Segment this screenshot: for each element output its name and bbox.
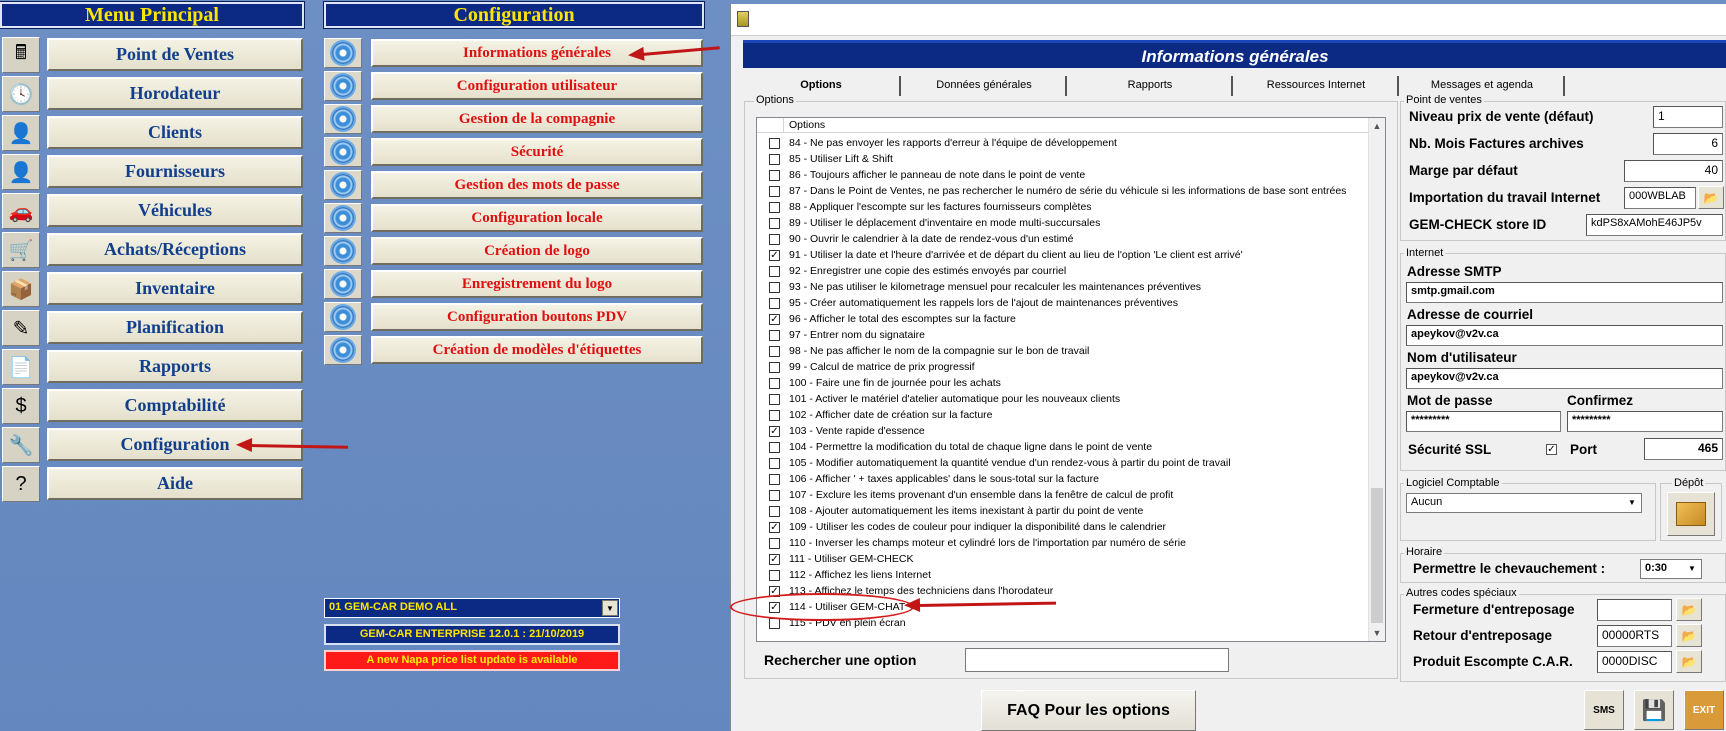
default-margin-label: Marge par défaut — [1409, 163, 1518, 178]
option-row[interactable] — [757, 263, 1369, 279]
option-checkbox[interactable] — [769, 378, 780, 389]
menu-button-7[interactable]: Planification — [47, 311, 303, 344]
option-row[interactable] — [757, 279, 1369, 295]
schedule-group-label: Horaire — [1406, 546, 1443, 558]
faq-options-button[interactable]: FAQ Pour les options — [981, 690, 1196, 731]
option-label: 105 - Modifier automatiquement la quantité vendue d'un rendez-vous à partir du point de travail — [789, 457, 1231, 469]
accounting-software-value: Aucun — [1411, 496, 1443, 508]
price-level-input[interactable]: 1 — [1653, 106, 1723, 128]
config-button-5[interactable]: Configuration locale — [371, 204, 703, 232]
internet-import-input[interactable]: 000WBLAB — [1624, 187, 1696, 209]
menu-row-11[interactable] — [0, 465, 304, 502]
menu-row-1[interactable] — [0, 75, 304, 112]
option-row[interactable] — [757, 215, 1369, 231]
option-label: 108 - Ajouter automatiquement les items inexistant à partir du point de vente — [789, 505, 1144, 517]
option-label: 93 - Ne pas utiliser le kilometrage mensuel pour recalculer les maintenances préventives — [789, 281, 1202, 293]
option-checkbox[interactable]: ✓ — [770, 522, 779, 533]
option-label: 95 - Créer automatiquement les rappels lors de l'ajout de maintenances préventives — [789, 297, 1178, 309]
menu-button-3[interactable]: Fournisseurs — [47, 155, 303, 188]
email-label: Adresse de courriel — [1407, 307, 1534, 322]
option-checkbox[interactable] — [769, 618, 780, 629]
storage-close-label: Fermeture d'entreposage — [1413, 602, 1575, 617]
storage-close-browse-button[interactable]: 📂 — [1676, 598, 1702, 621]
option-checkbox[interactable]: ✓ — [770, 426, 779, 437]
password-input[interactable]: ********* — [1406, 411, 1561, 432]
option-row[interactable] — [757, 487, 1369, 503]
floppy-icon: 💾 — [1641, 699, 1667, 722]
option-checkbox[interactable] — [769, 202, 780, 213]
company-select[interactable] — [324, 598, 620, 618]
option-label: 91 - Utiliser la date et l'heure d'arrivée et de départ du client au lieu de l'option 'Le client est arrivé' — [789, 249, 1243, 261]
report-icon[interactable]: 📄 — [2, 349, 40, 385]
option-row[interactable] — [757, 199, 1369, 215]
option-checkbox[interactable] — [769, 442, 780, 453]
option-checkbox[interactable] — [769, 234, 780, 245]
menu-button-9[interactable]: Comptabilité — [47, 389, 303, 422]
option-label: 110 - Inverser les champs moteur et cylindré lors de l'importation par numéro de série — [789, 537, 1186, 549]
gear-icon[interactable] — [324, 71, 362, 101]
port-label: Port — [1570, 442, 1597, 457]
scroll-thumb[interactable] — [1371, 488, 1383, 623]
storage-return-input[interactable]: 00000RTS — [1597, 625, 1672, 647]
option-label: 109 - Utiliser les codes de couleur pour indiquer la disponibilité dans le calendrier — [789, 521, 1167, 533]
option-checkbox[interactable] — [769, 154, 780, 165]
option-checkbox[interactable] — [769, 506, 780, 517]
option-row[interactable] — [757, 471, 1369, 487]
option-label: 88 - Appliquer l'escompte sur les factures fournisseurs complètes — [789, 201, 1092, 213]
option-checkbox[interactable] — [769, 266, 780, 277]
option-row[interactable] — [757, 151, 1369, 167]
option-checkbox[interactable] — [769, 298, 780, 309]
tab-rapports[interactable]: Rapports — [1069, 76, 1233, 96]
option-label: 104 - Permettre la modification du total de chaque ligne dans le point de vente — [789, 441, 1153, 453]
overlap-label: Permettre le chevauchement : — [1413, 561, 1606, 576]
config-row-4[interactable] — [324, 170, 704, 201]
option-checkbox[interactable]: ✓ — [770, 602, 779, 613]
menu-row-7[interactable] — [0, 309, 304, 346]
option-checkbox[interactable] — [769, 330, 780, 341]
port-input[interactable]: 465 — [1644, 438, 1723, 460]
menu-button-2[interactable]: Clients — [47, 116, 303, 149]
menu-button-11[interactable]: Aide — [47, 467, 303, 500]
smtp-label: Adresse SMTP — [1407, 264, 1502, 279]
menu-button-4[interactable]: Véhicules — [47, 194, 303, 227]
tab-ressources-internet[interactable]: Ressources Internet — [1235, 76, 1399, 96]
gear-icon[interactable] — [324, 203, 362, 233]
client-icon[interactable]: 👤 — [2, 115, 40, 151]
option-row[interactable] — [757, 247, 1369, 263]
config-row-1[interactable] — [324, 71, 704, 102]
tools-icon[interactable]: 🔧 — [2, 427, 40, 463]
option-checkbox[interactable]: ✓ — [770, 586, 779, 597]
option-checkbox[interactable]: ✓ — [770, 554, 779, 565]
gear-icon[interactable] — [324, 302, 362, 332]
car-icon[interactable]: 🚗 — [2, 193, 40, 229]
dollar-icon[interactable]: $ — [2, 388, 40, 424]
option-row[interactable] — [757, 503, 1369, 519]
option-label: 98 - Ne pas afficher le nom de la compagnie sur le bon de travail — [789, 345, 1090, 357]
tab-messages-agenda[interactable]: Messages et agenda — [1401, 76, 1565, 96]
config-button-1[interactable]: Configuration utilisateur — [371, 72, 703, 100]
sms-button[interactable] — [1584, 690, 1624, 730]
annotation-circle-gem-chat — [730, 593, 914, 621]
option-checkbox[interactable] — [769, 474, 780, 485]
pdv-group-label: Point de ventes — [1406, 94, 1482, 106]
option-checkbox[interactable] — [769, 282, 780, 293]
config-row-9[interactable] — [324, 335, 704, 366]
config-button-2[interactable]: Gestion de la compagnie — [371, 105, 703, 133]
option-row[interactable] — [757, 567, 1369, 583]
dialog-titlebar — [731, 4, 1726, 36]
option-checkbox[interactable] — [769, 570, 780, 581]
company-select-value: 01 GEM-CAR DEMO ALL — [329, 601, 457, 613]
menu-row-6[interactable] — [0, 270, 304, 307]
internet-group-label: Internet — [1406, 247, 1444, 259]
option-row[interactable] — [757, 439, 1369, 455]
tab-donnees-generales[interactable]: Données générales — [903, 76, 1067, 96]
option-checkbox[interactable] — [769, 170, 780, 181]
option-row[interactable] — [757, 327, 1369, 343]
option-row[interactable] — [757, 167, 1369, 183]
gem-check-store-input[interactable]: kdPS8xAMohE46JP5v — [1586, 214, 1723, 236]
option-checkbox[interactable] — [769, 410, 780, 421]
gear-icon[interactable] — [324, 236, 362, 266]
option-row[interactable] — [757, 343, 1369, 359]
option-row[interactable] — [757, 231, 1369, 247]
cart-icon[interactable]: 🛒 — [2, 232, 40, 268]
menu-row-2[interactable] — [0, 114, 304, 151]
option-row[interactable] — [757, 183, 1369, 199]
option-label: 89 - Utiliser le déplacement d'inventaire en mode multi-succursales — [789, 217, 1101, 229]
confirm-password-input[interactable]: ********* — [1567, 411, 1723, 432]
menu-button-5[interactable]: Achats/Réceptions — [47, 233, 303, 266]
option-row[interactable] — [757, 295, 1369, 311]
option-checkbox[interactable] — [769, 490, 780, 501]
option-label: 103 - Vente rapide d'essence — [789, 425, 925, 437]
exit-icon: EXIT — [1692, 704, 1716, 716]
config-row-6[interactable] — [324, 236, 704, 267]
gear-icon[interactable] — [324, 137, 362, 167]
menu-row-8[interactable] — [0, 348, 304, 385]
archive-months-input[interactable]: 6 — [1653, 133, 1723, 155]
sms-icon: SMS — [1593, 704, 1615, 716]
menu-button-0[interactable]: Point de Ventes — [47, 38, 303, 71]
option-label: 115 - PDV en plein écran — [789, 617, 906, 629]
option-checkbox[interactable] — [769, 362, 780, 373]
exit-button[interactable] — [1684, 690, 1724, 730]
option-checkbox[interactable] — [769, 458, 780, 469]
option-label: 87 - Dans le Point de Ventes, ne pas rechercher le numéro de série du véhicule si les informations de base sont entrées — [789, 185, 1347, 197]
storage-close-input[interactable] — [1597, 599, 1672, 621]
default-margin-input[interactable]: 40 — [1624, 160, 1723, 182]
accounting-group-label: Logiciel Comptable — [1406, 477, 1500, 489]
option-row[interactable] — [757, 455, 1369, 471]
config-button-7[interactable]: Enregistrement du logo — [371, 270, 703, 298]
chevron-down-icon[interactable]: ▼ — [602, 600, 618, 616]
config-row-2[interactable] — [324, 104, 704, 135]
option-label: 99 - Calcul de matrice de prix progressif — [789, 361, 975, 373]
overlap-value: 0:30 — [1645, 562, 1668, 574]
version-label: GEM-CAR ENTERPRISE 12.0.1 : 21/10/2019 — [324, 624, 620, 645]
dialog-header: Informations générales — [743, 40, 1726, 68]
option-row[interactable] — [757, 391, 1369, 407]
special-codes-group-label: Autres codes spéciaux — [1406, 587, 1517, 599]
menu-row-0[interactable] — [0, 36, 304, 73]
config-row-3[interactable] — [324, 137, 704, 168]
option-label: 90 - Ouvrir le calendrier à la date de rendez-vous d'un estimé — [789, 233, 1074, 245]
gem-check-store-label: GEM-CHECK store ID — [1409, 217, 1547, 232]
option-label: 113 - Affichez le temps des techniciens dans l'horodateur — [789, 585, 1054, 597]
options-list[interactable] — [756, 117, 1386, 642]
storage-return-browse-button[interactable]: 📂 — [1676, 624, 1702, 647]
option-label: 106 - Afficher ' + taxes applicables' dans le sous-total sur la facture — [789, 473, 1099, 485]
depot-button[interactable] — [1667, 492, 1715, 536]
option-label: 112 - Affichez les liens Internet — [789, 569, 932, 581]
accounting-software-select[interactable] — [1406, 493, 1642, 513]
username-label: Nom d'utilisateur — [1407, 350, 1517, 365]
gear-icon[interactable] — [324, 104, 362, 134]
internet-import-label: Importation du travail Internet — [1409, 190, 1601, 205]
overlap-select[interactable] — [1640, 559, 1702, 579]
option-row[interactable] — [757, 135, 1369, 151]
confirm-label: Confirmez — [1567, 393, 1634, 408]
tab-bar — [743, 76, 1726, 96]
menu-row-9[interactable] — [0, 387, 304, 424]
option-label: 111 - Utiliser GEM-CHECK — [789, 553, 914, 565]
option-label: 101 - Activer le matériel d'atelier automatique pour les nouveaux clients — [789, 393, 1121, 405]
option-checkbox[interactable] — [769, 346, 780, 357]
discount-product-browse-button[interactable]: 📂 — [1676, 650, 1702, 673]
option-checkbox[interactable] — [769, 538, 780, 549]
options-group-label: Options — [756, 94, 794, 106]
napa-update-notice[interactable]: A new Napa price list update is available — [324, 650, 620, 671]
option-row[interactable] — [757, 535, 1369, 551]
depot-group-label: Dépôt — [1674, 477, 1704, 489]
search-option-label: Rechercher une option — [764, 652, 917, 668]
chevron-down-icon[interactable]: ▼ — [1688, 564, 1696, 573]
config-button-6[interactable]: Création de logo — [371, 237, 703, 265]
option-row[interactable] — [757, 551, 1369, 567]
gear-icon[interactable] — [324, 335, 362, 365]
password-label: Mot de passe — [1407, 393, 1493, 408]
box-icon — [1676, 502, 1706, 526]
option-label: 92 - Enregistrer une copie des estimés envoyés par courriel — [789, 265, 1067, 277]
save-button[interactable] — [1634, 690, 1674, 730]
option-label: 114 - Utiliser GEM-CHAT — [789, 601, 906, 613]
app-icon — [737, 11, 749, 27]
option-label: 96 - Afficher le total des escomptes sur la facture — [789, 313, 1016, 325]
gear-icon[interactable] — [324, 269, 362, 299]
chevron-down-icon[interactable]: ▼ — [1628, 498, 1636, 507]
option-row[interactable] — [757, 423, 1369, 439]
supplier-icon[interactable]: 👤 — [2, 154, 40, 190]
clock-icon[interactable]: 🕓 — [2, 76, 40, 112]
cash-register-icon[interactable]: 🖩 — [2, 37, 40, 73]
config-button-4[interactable]: Gestion des mots de passe — [371, 171, 703, 199]
archive-months-label: Nb. Mois Factures archives — [1409, 136, 1584, 151]
option-label: 84 - Ne pas envoyer les rapports d'erreur à l'équipe de développement — [789, 137, 1117, 149]
option-label: 107 - Exclure les items provenant d'un ensemble dans la fenêtre de calcul de profit — [789, 489, 1174, 501]
config-button-3[interactable]: Sécurité — [371, 138, 703, 166]
options-list-header: Options — [757, 118, 1369, 133]
option-row[interactable] — [757, 519, 1369, 535]
search-option-input[interactable] — [965, 648, 1229, 672]
option-row[interactable] — [757, 311, 1369, 327]
scroll-up-icon[interactable]: ▲ — [1372, 121, 1382, 131]
username-input[interactable]: apeykov@v2v.ca — [1406, 368, 1723, 389]
option-label: 86 - Toujours afficher le panneau de note dans le point de vente — [789, 169, 1086, 181]
option-checkbox[interactable] — [769, 394, 780, 405]
config-button-9[interactable]: Création de modèles d'étiquettes — [371, 336, 703, 364]
menu-row-4[interactable] — [0, 192, 304, 229]
option-checkbox[interactable] — [769, 186, 780, 197]
menu-row-3[interactable] — [0, 153, 304, 190]
scroll-down-icon[interactable]: ▼ — [1372, 628, 1382, 638]
options-scrollbar[interactable] — [1368, 118, 1385, 641]
inventory-icon[interactable]: 📦 — [2, 271, 40, 307]
discount-product-label: Produit Escompte C.A.R. — [1413, 654, 1573, 669]
ssl-checkbox[interactable]: ✓ — [1547, 444, 1556, 455]
config-button-0[interactable]: Informations générales — [371, 39, 703, 67]
config-row-7[interactable] — [324, 269, 704, 300]
menu-principal-title: Menu Principal — [0, 2, 304, 28]
option-row[interactable] — [757, 359, 1369, 375]
option-label: 97 - Entrer nom du signataire — [789, 329, 925, 341]
storage-return-label: Retour d'entreposage — [1413, 628, 1552, 643]
ssl-label: Sécurité SSL — [1408, 442, 1492, 457]
option-row[interactable] — [757, 407, 1369, 423]
menu-button-1[interactable]: Horodateur — [47, 77, 303, 110]
gear-icon[interactable] — [324, 38, 362, 68]
option-checkbox[interactable] — [769, 218, 780, 229]
menu-button-6[interactable]: Inventaire — [47, 272, 303, 305]
option-checkbox[interactable]: ✓ — [770, 314, 779, 325]
config-row-5[interactable] — [324, 203, 704, 234]
option-checkbox[interactable] — [769, 138, 780, 149]
price-level-label: Niveau prix de vente (défaut) — [1409, 109, 1594, 124]
planning-icon[interactable]: ✎ — [2, 310, 40, 346]
config-button-8[interactable]: Configuration boutons PDV — [371, 303, 703, 331]
smtp-input[interactable]: smtp.gmail.com — [1406, 282, 1723, 303]
option-row[interactable] — [757, 375, 1369, 391]
configuration-title: Configuration — [324, 2, 704, 28]
option-label: 100 - Faire une fin de journée pour les achats — [789, 377, 1001, 389]
help-icon[interactable]: ? — [2, 466, 40, 502]
config-row-8[interactable] — [324, 302, 704, 333]
email-input[interactable]: apeykov@v2v.ca — [1406, 325, 1723, 346]
menu-row-5[interactable] — [0, 231, 304, 268]
option-checkbox[interactable]: ✓ — [770, 250, 779, 261]
menu-button-8[interactable]: Rapports — [47, 350, 303, 383]
discount-product-input[interactable]: 0000DISC — [1597, 651, 1672, 673]
gear-icon[interactable] — [324, 170, 362, 200]
option-label: 85 - Utiliser Lift & Shift — [789, 153, 893, 165]
internet-import-browse-button[interactable]: 📂 — [1698, 186, 1724, 209]
option-label: 102 - Afficher date de création sur la facture — [789, 409, 993, 421]
menu-button-10[interactable]: Configuration — [47, 428, 303, 461]
tab-options[interactable]: Options — [743, 76, 901, 96]
